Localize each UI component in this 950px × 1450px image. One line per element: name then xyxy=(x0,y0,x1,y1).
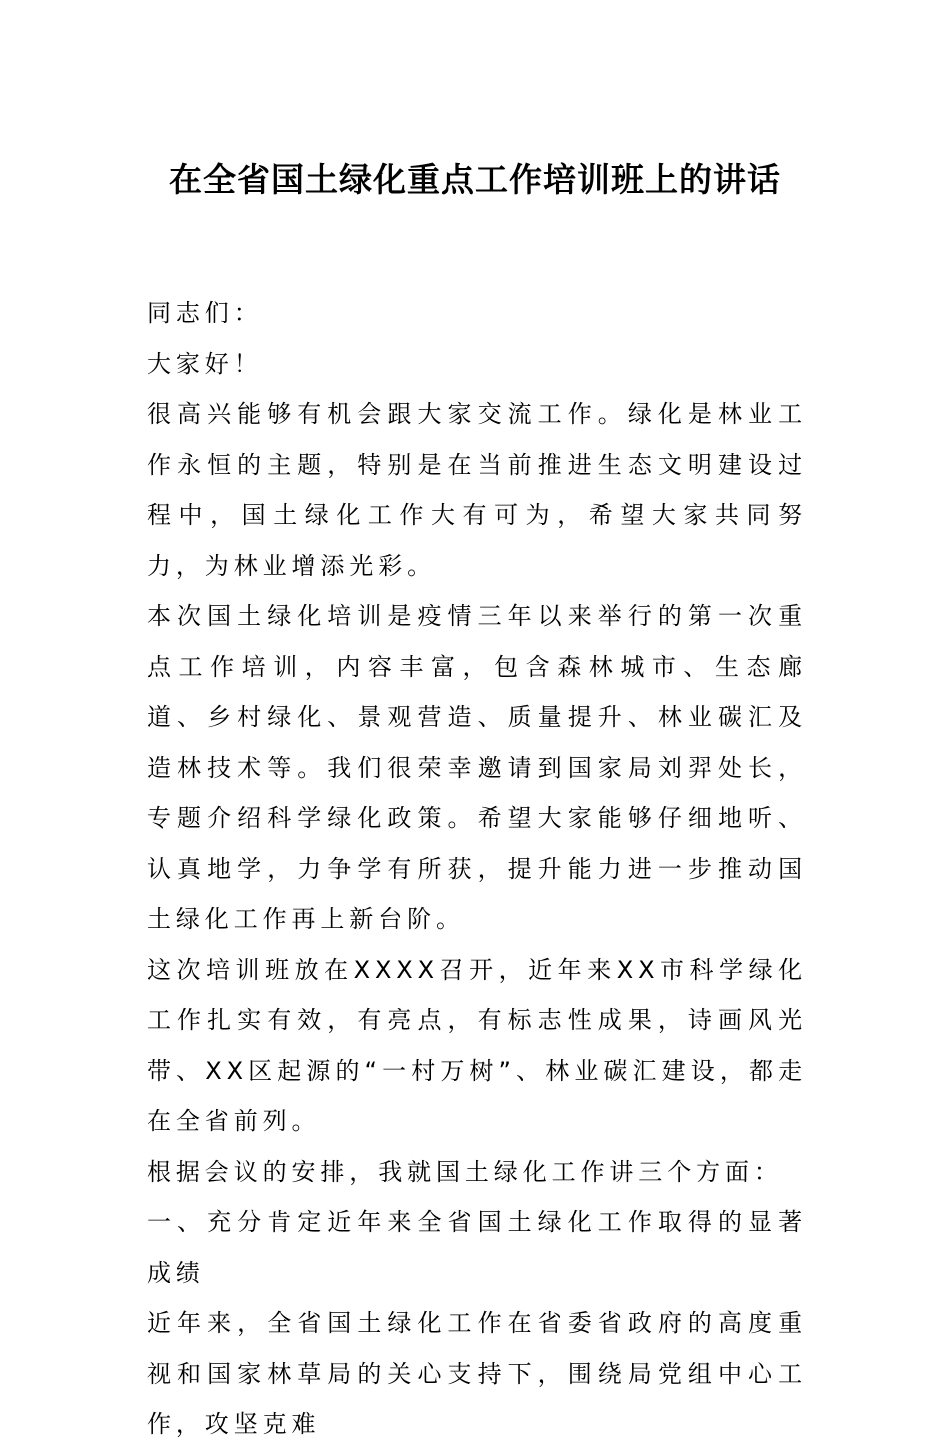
paragraph-venue: 这次培训班放在XXXX召开，近年来XX市科学绿化工作扎实有效，有亮点，有标志性成果，诗画风光带、XX区起源的“一村万树”、林业碳汇建设，都走在全省前列。 xyxy=(147,955,807,1135)
document-body xyxy=(147,288,807,1450)
paragraph-agenda: 根据会议的安排，我就国土绿化工作讲三个方面： xyxy=(147,1157,783,1186)
paragraph-intro: 很高兴能够有机会跟大家交流工作。绿化是林业工作永恒的主题，特别是在当前推进生态文明建设过程中，国土绿化工作大有可为，希望大家共同努力，为林业增添光彩。 xyxy=(147,400,807,580)
document-title: 在全省国土绿化重点工作培训班上的讲话 xyxy=(169,160,781,199)
section-heading-1: 一、充分肯定近年来全省国土绿化工作取得的显著成绩 xyxy=(147,1208,807,1287)
greeting: 大家好！ xyxy=(147,349,263,378)
salutation: 同志们： xyxy=(147,299,263,327)
paragraph-training: 本次国土绿化培训是疫情三年以来举行的第一次重点工作培训，内容丰富，包含森林城市、生态廊道、乡村绿化、景观营造、质量提升、林业碳汇及造林技术等。我们很荣幸邀请到国家局刘羿处长，专题介绍科学绿化政策。希望大家能够仔细地听、认真地学，力争学有所获，提升能力进一步推动国土绿化工作再上新台阶。 xyxy=(147,602,807,933)
paragraph-section-1: 近年来，全省国土绿化工作在省委省政府的高度重视和国家林草局的关心支持下，围绕局党组中心工作，攻坚克难 xyxy=(147,1309,807,1438)
